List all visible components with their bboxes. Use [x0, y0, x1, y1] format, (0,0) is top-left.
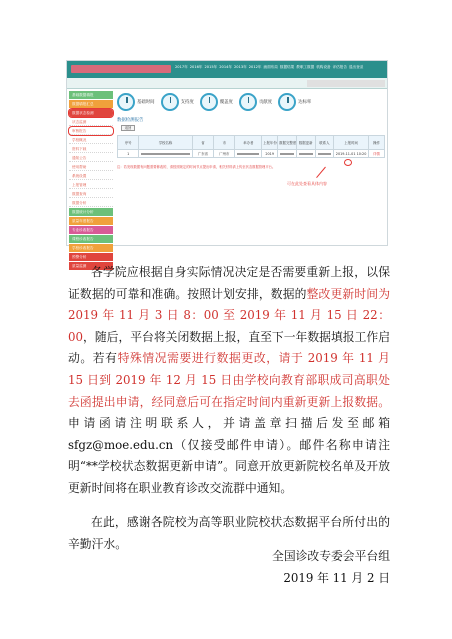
table-cell: 2019-11-01 10:20 [334, 150, 369, 158]
header-nav [175, 65, 363, 70]
sidebar-item[interactable]: 学校概况 [69, 136, 113, 144]
sidebar-item[interactable]: 数据统计分析 [69, 208, 113, 216]
sidebar-item[interactable]: 上报管理 [69, 181, 113, 189]
table-header-cell: 联系人 [315, 136, 334, 150]
header-nav-item[interactable]: 2013年 [234, 65, 247, 69]
date: 2019 年 11 月 2 日 [283, 571, 390, 585]
table-header-cell: 上报年份 [262, 136, 278, 150]
stage-item [117, 93, 155, 111]
sidebar-item[interactable]: 课程诊改报告 [69, 235, 113, 243]
header-nav-item[interactable]: 退出登录 [348, 65, 364, 69]
gauge-icon [239, 93, 257, 111]
screenshot-header [67, 61, 387, 78]
thanks-paragraph: 在此，感谢各院校为高等职业院校状态数据平台所付出的辛勤汗水。 [68, 515, 390, 551]
table-header-cell: 举办者 [235, 136, 262, 150]
gauge-icon [200, 93, 218, 111]
table-header-cell: 市 [214, 136, 235, 150]
table-header-cell: 上报时间 [334, 136, 369, 150]
stage-item [239, 93, 272, 111]
sidebar-item[interactable]: 状态监测 [69, 118, 113, 126]
table-header-cell: 操作 [368, 136, 384, 150]
update-window-text: 整改更新时间为 2019 年 11 月 3 日 8：00 至 2019 年 11 月 15 日 22：00 [68, 286, 390, 344]
sidebar-item[interactable]: 学校诊改报告 [69, 244, 113, 252]
header-nav-item[interactable]: 教职工数据 [296, 65, 315, 69]
stage-label: 达标率 [298, 100, 312, 105]
subbar-tab [307, 80, 385, 87]
para-text: 申请函请注明联系人，并请盖章扫描后发至邮箱 sfgz@moe.edu.cn（仅接受邮件申请）。邮件名称申请注明“**学校状态数据更新申请”。同意开放更新院校名单及开放更新时间将在职业教育诊改交流群中通知。 [68, 416, 390, 495]
highlight-circle [344, 159, 352, 166]
table-header-cell: 数据完整度 [278, 136, 297, 150]
table-cell: 广州市 [214, 150, 235, 158]
gauge-icon [117, 93, 135, 111]
stage-item [278, 93, 311, 111]
embedded-screenshot [66, 60, 388, 268]
header-nav-item[interactable]: 数据结果 [279, 65, 295, 69]
stage-indicators [117, 91, 383, 113]
header-nav-item[interactable]: 机构设备 [316, 65, 331, 69]
table-cell: 广东省 [192, 150, 213, 158]
signature: 全国诊改专委会平台组 [272, 549, 390, 563]
report-table [117, 135, 385, 158]
table-cell[interactable]: 详情 [368, 150, 384, 158]
table-row [118, 150, 385, 158]
table-note: 注：若发现数据有问题需要修改的，请按照规定的时间节点提出申请，相关材料请上传至状态数据管理平台。 [117, 165, 276, 169]
special-request-text: 特殊情况需要进行数据更改，请于 2019 年 11 月 15 日到 2019 年 12 月 15 日由学校向教育部职成司高职处去函提出申请，经同意后可在指定时间内重新更新上报数据。 [68, 351, 390, 409]
stage-label: 基础时间 [137, 100, 155, 105]
sidebar-item[interactable]: 资料下载 [69, 145, 113, 153]
table-cell [296, 150, 315, 158]
para-text: ，随后，平台将关闭数据上报，直至下一年数据填报工作启动。若有 [68, 329, 390, 366]
table-header-cell: 序号 [118, 136, 139, 150]
table-cell [235, 150, 262, 158]
panel-title: 数据检测报告 [117, 118, 144, 123]
stage-label: 贡献度 [258, 100, 273, 105]
sidebar-item[interactable]: 数据状态检测 [69, 109, 113, 117]
sidebar-item[interactable]: 基础数据填报 [69, 91, 113, 99]
gauge-icon [278, 93, 296, 111]
sidebar-item[interactable]: 数据分析 [69, 199, 113, 207]
sidebar-item[interactable]: 预警分析 [69, 253, 113, 261]
table-cell [278, 150, 297, 158]
sidebar-item[interactable]: 审核报告 [69, 127, 113, 135]
table-header-cell: 省 [192, 136, 213, 150]
header-nav-item[interactable]: 2016年 [189, 65, 203, 69]
header-nav-item[interactable]: 评估报告 [332, 65, 347, 69]
header-nav-item[interactable]: 2012年 [248, 65, 262, 69]
sidebar-item[interactable]: 数据填报汇总 [69, 100, 113, 108]
platform-logo [71, 65, 171, 73]
table-cell [315, 150, 334, 158]
header-nav-item[interactable]: 2015年 [204, 65, 218, 69]
sidebar-item[interactable]: 使用帮助 [69, 163, 113, 171]
table-cell: 2019 [262, 150, 278, 158]
table-header-cell: 数据更新 [296, 136, 315, 150]
sidebar-item[interactable]: 质量年度报告 [69, 217, 113, 225]
stage-label: 支持度 [180, 100, 194, 105]
callout-text: 可在此处查看具体内容 [287, 181, 327, 186]
stage-item [200, 93, 233, 111]
back-button[interactable]: 返回 [121, 125, 135, 131]
para-text: 各学院应根据自身实际情况决定是否需要重新上报，以保证数据的可靠和准确。按照计划安排，数据的 [68, 265, 390, 301]
sidebar-item[interactable]: 通知公告 [69, 154, 113, 162]
sidebar-item[interactable]: 系统设置 [69, 172, 113, 180]
table-header-row [118, 136, 385, 150]
header-nav-item[interactable]: 画面布局 [263, 65, 278, 69]
sidebar-item[interactable]: 质量监测 [69, 262, 113, 270]
sidebar-item[interactable]: 数据查询 [69, 190, 113, 198]
stage-item [161, 93, 194, 111]
header-nav-item[interactable]: 2014年 [219, 65, 232, 69]
screenshot-sidebar [69, 91, 113, 271]
header-nav-item[interactable]: 2017年 [175, 65, 188, 69]
table-cell [139, 150, 192, 158]
table-cell: 1 [118, 150, 139, 158]
gauge-icon [161, 93, 179, 111]
main-paragraph [68, 262, 390, 500]
sidebar-item[interactable]: 专业诊改报告 [69, 226, 113, 234]
table-header-cell: 学校名称 [139, 136, 192, 150]
screenshot-subbar [67, 78, 387, 89]
stage-label: 覆盖度 [219, 100, 233, 105]
